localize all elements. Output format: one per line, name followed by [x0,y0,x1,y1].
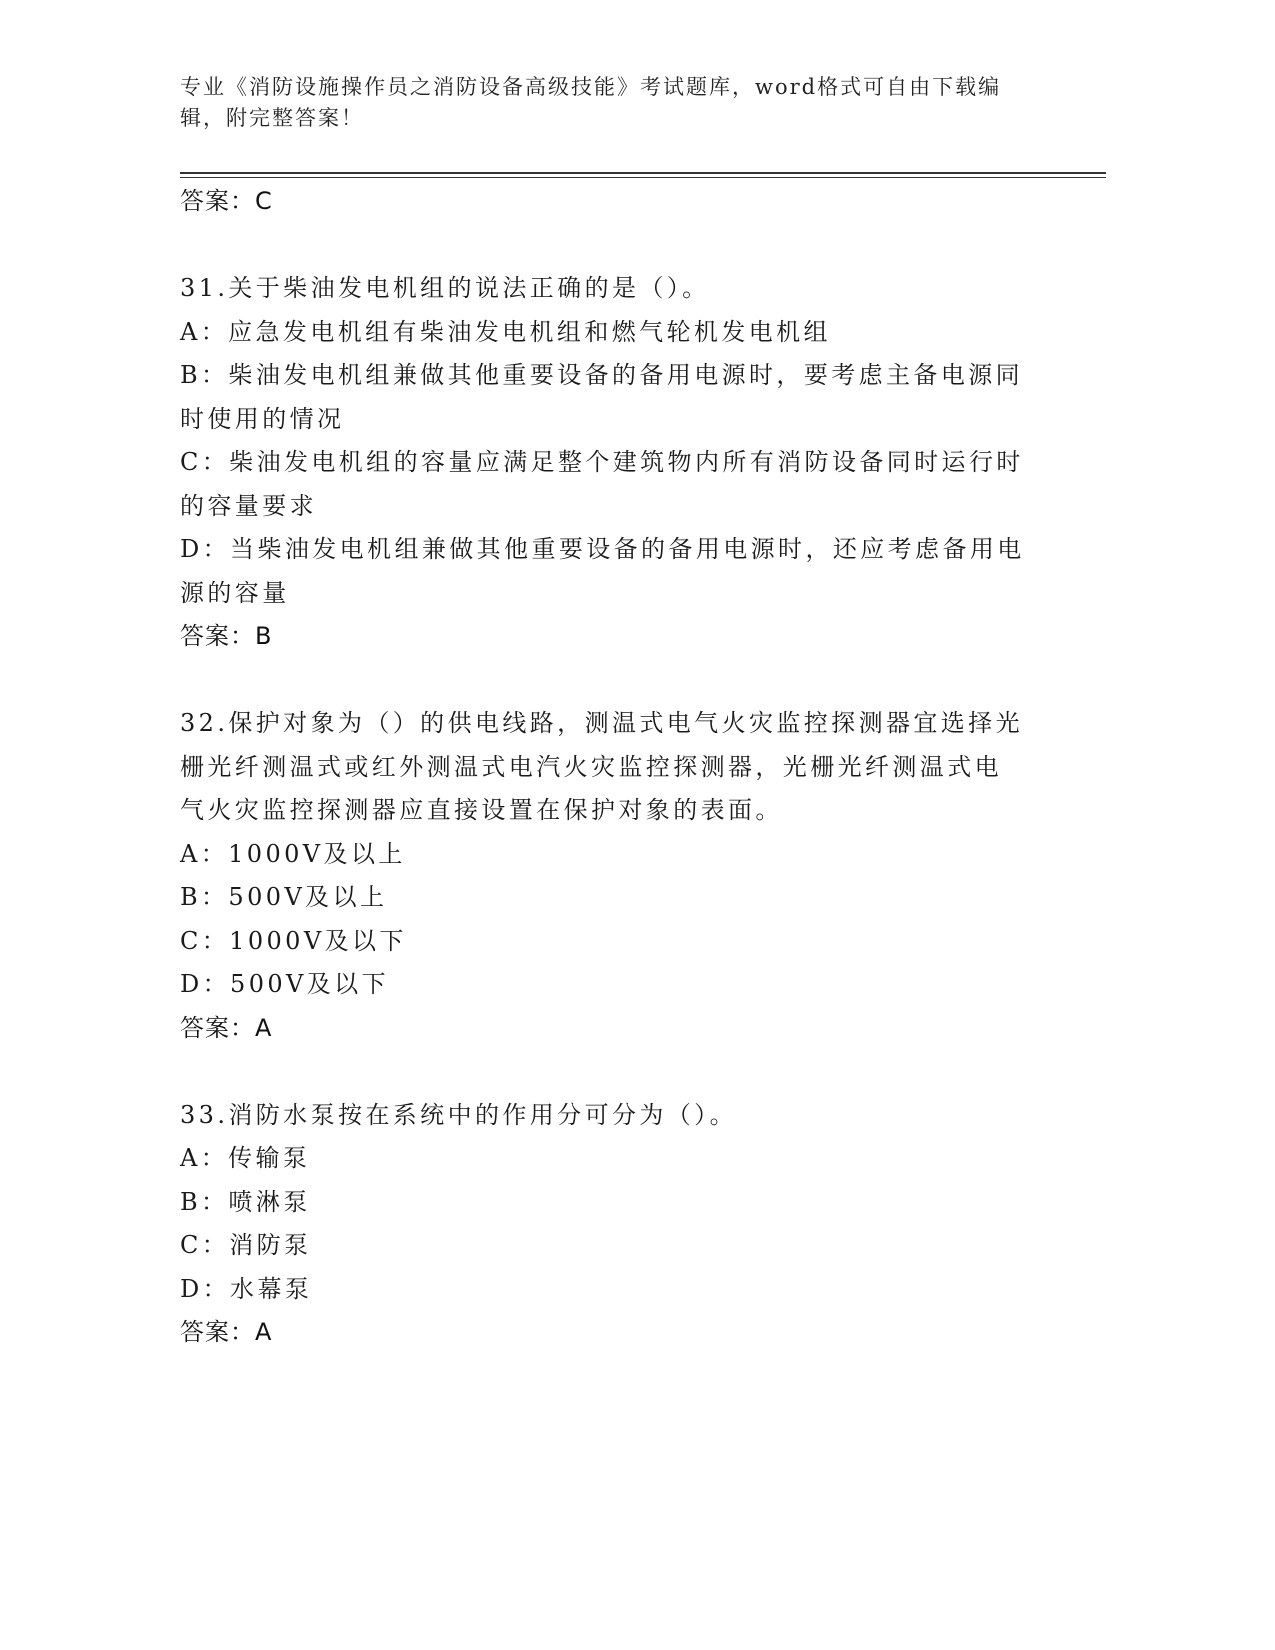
option-line: C：柴油发电机组的容量应满足整个建筑物内所有消防设备同时运行时 [180,448,1024,476]
answer-line: 答案：C [180,187,273,215]
option-line: B：500V及以上 [180,883,388,911]
spacer [180,224,1050,268]
question-stem: 32.保护对象为（）的供电线路，测温式电气火灾监控探测器宜选择光 [180,709,1023,737]
option-line: B：柴油发电机组兼做其他重要设备的备用电源时，要考虑主备电源同 [180,361,1024,389]
question-block-31 [180,267,1050,659]
option-line: 的容量要求 [180,491,317,520]
option-line: D：水幕泵 [180,1274,313,1303]
option-line: D：500V及以下 [180,970,389,998]
option-line: 源的容量 [180,578,290,607]
question-stem: 33.消防水泵按在系统中的作用分可分为（）。 [180,1100,737,1129]
option-line: 时使用的情况 [180,404,345,433]
option-line: A：应急发电机组有柴油发电机组和燃气轮机发电机组 [180,317,831,346]
question-stem: 栅光纤测温式或红外测温式电汽火灾监控探测器，光栅光纤测温式电 [180,752,1002,781]
answer-line: 答案：A [180,1318,273,1346]
question-block-32 [180,702,1050,1050]
option-line: B：喷淋泵 [180,1187,311,1216]
option-line: A：1000V及以上 [180,839,406,868]
answer-line: 答案：B [180,622,273,650]
spacer [180,1050,1050,1094]
spacer [180,659,1050,703]
option-line: C：1000V及以下 [180,926,407,955]
header-divider-thin [180,177,1106,178]
question-content [180,180,1050,1355]
option-line: D：当柴油发电机组兼做其他重要设备的备用电源时，还应考虑备用电 [180,535,1025,563]
question-stem: 气火灾监控探测器应直接设置在保护对象的表面。 [180,796,783,824]
question-stem: 31.关于柴油发电机组的说法正确的是（）。 [180,274,710,302]
answer-line: 答案：A [180,1013,273,1042]
option-line: A：传输泵 [180,1144,311,1172]
question-block-33 [180,1094,1050,1355]
page-header-text: 专业《消防设施操作员之消防设备高级技能》考试题库，word格式可自由下载编辑，附完整答案！ [180,75,1002,130]
header-divider-thick [180,172,1106,174]
option-line: C：消防泵 [180,1231,312,1259]
